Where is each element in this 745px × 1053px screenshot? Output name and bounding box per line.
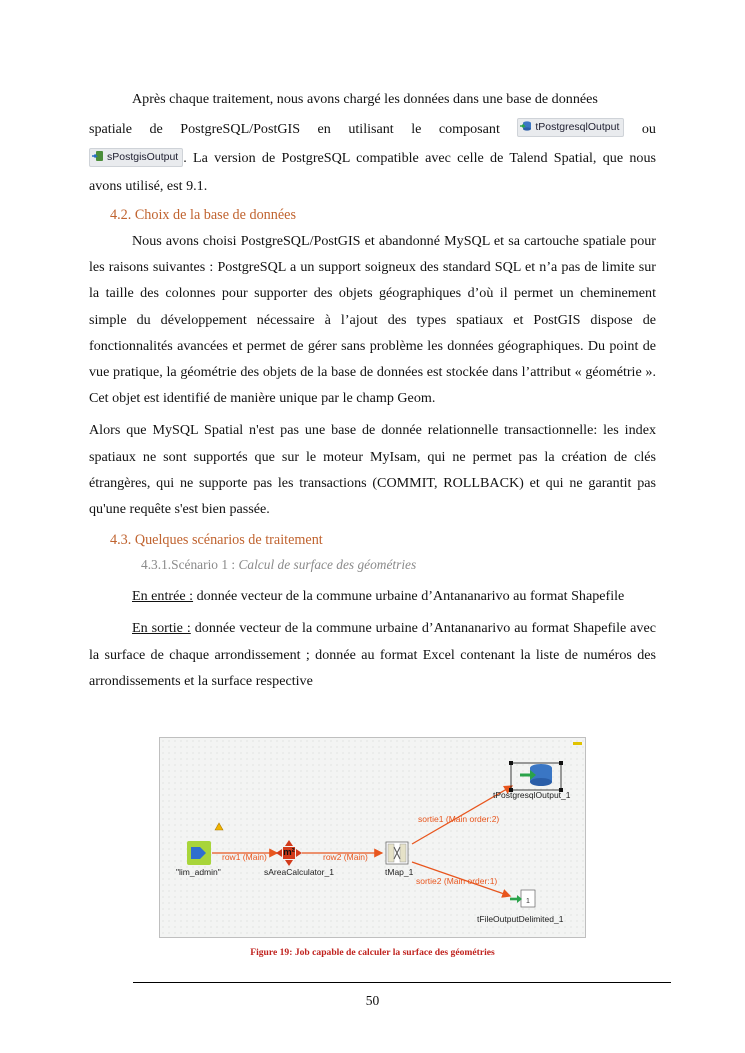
svg-text:tFileOutputDelimited_1: tFileOutputDelimited_1 (477, 914, 564, 924)
svg-text:"lim_admin": "lim_admin" (176, 867, 221, 877)
node-tmap[interactable] (385, 842, 414, 877)
node-tfileoutputdelimited[interactable] (477, 890, 564, 924)
warning-icon (215, 823, 223, 830)
input-paragraph: En entrée : donnée vecteur de la commune urbaine d’Antananarivo au format Shapefile (132, 588, 625, 605)
talend-job-diagram (159, 737, 586, 938)
page-body (89, 84, 656, 694)
spostgisoutput-chip: sPostgisOutput (89, 148, 183, 167)
page-number: 50 (365, 993, 380, 1008)
paragraph-1-text: Après chaque traitement, nous avons chargé les données dans une base de données (132, 91, 598, 107)
edge-label-row2: row2 (Main) (323, 852, 368, 862)
svg-text:m²: m² (283, 847, 295, 858)
svg-text:sAreaCalculator_1: sAreaCalculator_1 (264, 867, 334, 877)
tpostgresqloutput-chip: tPostgresqlOutput (517, 118, 624, 137)
section-4-3-heading: 4.3. Quelques scénarios de traitement (110, 532, 323, 549)
section-4-2-heading: 4.2. Choix de la base de données (110, 207, 296, 223)
output-paragraph: En sortie : donnée vecteur de la commune urbaine d’Antananarivo au format Shapefile avec la surface de chaque arrondissement ; donnée au format Excel contenant la liste de numéros des arrondissements et la surface respective (89, 620, 656, 689)
paragraph-1-first-line (89, 84, 656, 114)
postgis-output-icon (92, 150, 104, 162)
edge-label-row1: row1 (Main) (222, 852, 267, 862)
svg-text:tMap_1: tMap_1 (385, 867, 414, 877)
paragraph-3: Alors que MySQL Spatial n'est pas une base de donnée relationnelle transactionnelle: les index spatiaux ne sont supportés que sur le moteur MyIsam, qui ne permet pas la création de clés étrangères, qui ne supporte pas les transactions (COMMIT, ROLLBACK) et qui ne garantit pas qu'une requête s'est bien passée. (89, 422, 656, 518)
collapse-icon[interactable] (573, 742, 582, 745)
edge-label-sortie2: sortie2 (Main order:1) (416, 876, 498, 886)
diagram-canvas (160, 738, 587, 939)
figure-caption: Figure 19: Job capable de calculer la surface des géométries (250, 947, 495, 958)
node-lim-admin[interactable] (176, 823, 223, 877)
svg-text:1: 1 (526, 898, 530, 905)
svg-text:tPostgresqlOutput_1: tPostgresqlOutput_1 (493, 790, 571, 800)
paragraph-1-second-line: spatiale de PostgreSQL/PostGIS en utilisant le composant tPostgresqlOutput ou (89, 114, 656, 144)
paragraph-1-rest: sPostgisOutput . La version de PostgreSQL compatible avec celle de Talend Spatial, que nous avons utilisé, est 9.1. (89, 144, 656, 200)
footer-rule (133, 982, 671, 983)
edge-label-sortie1: sortie1 (Main order:2) (418, 814, 500, 824)
section-4-3-1-heading: 4.3.1.Scénario 1 : Calcul de surface des géométries (141, 557, 417, 573)
paragraph-2: Nous avons choisi PostgreSQL/PostGIS et abandonné MySQL et sa cartouche spatiale pour les raisons suivantes : PostgreSQL a un support soigneux des standard SQL et n’a pas de limite sur la taille des colonnes pour supporter des objets géographiques d’où il permet un cheminement simple du développement nécessaire à l’ajout des types spatiaux et PostGIS dispose de fonctionnalités avancées et permet de gérer sans problème les données géographiques. Du point de vue pratique, la géométrie des objets de la base de données est stockée dans l’attribut « géométrie ». Cet objet est identifié de manière unique par le champ Geom. (89, 233, 656, 407)
database-output-icon (520, 120, 532, 132)
node-tpostgresqloutput[interactable] (493, 761, 571, 800)
